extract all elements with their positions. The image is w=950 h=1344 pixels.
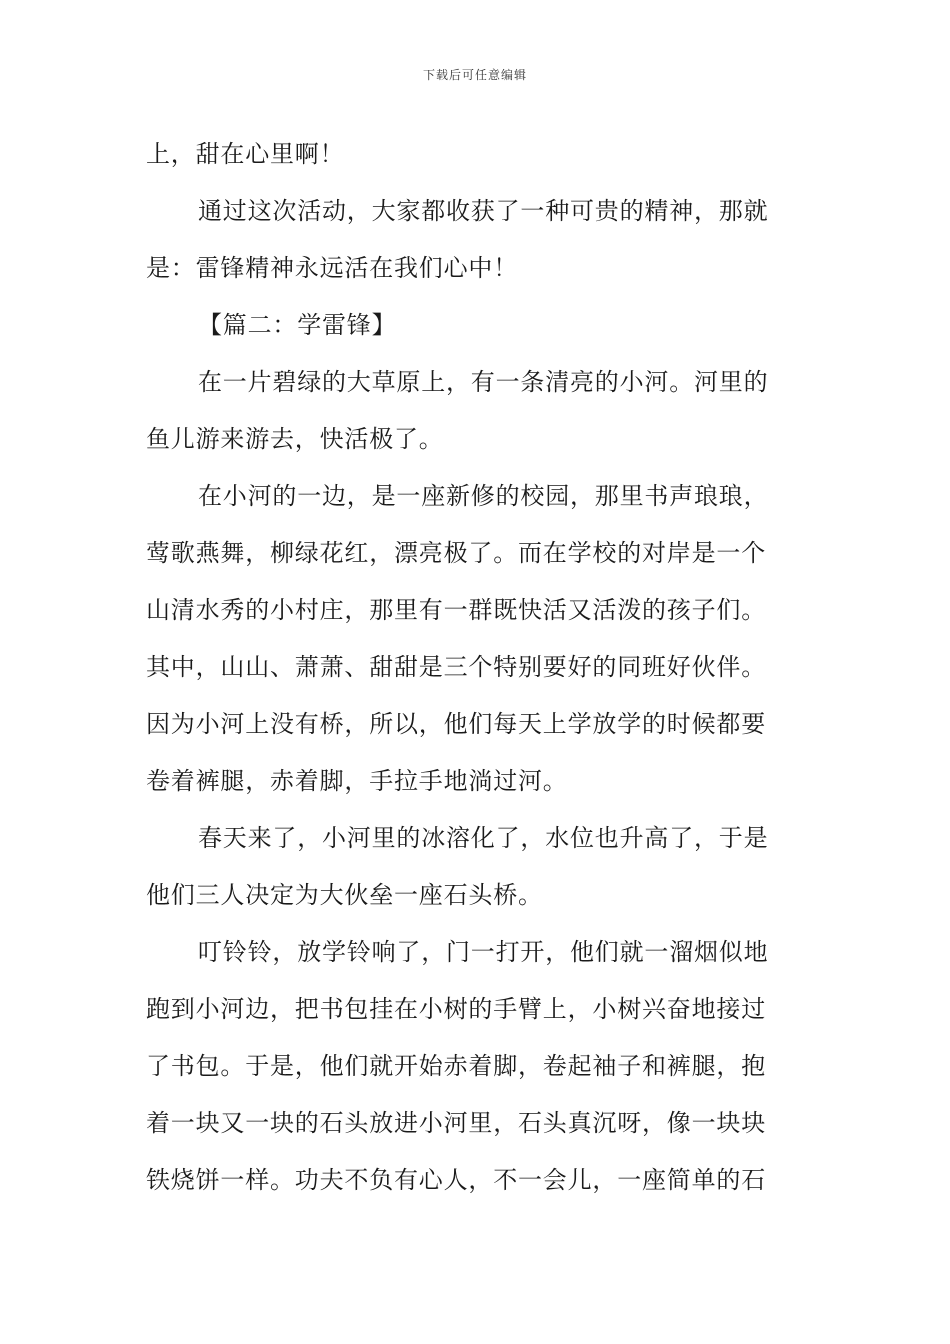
text-line: 因为小河上没有桥，所以，他们每天上学放学的时候都要 <box>146 710 766 738</box>
text-line: 春天来了，小河里的冰溶化了，水位也升高了，于是 <box>198 824 769 852</box>
text-line: 山清水秀的小村庄，那里有一群既快活又活泼的孩子们。 <box>146 596 766 624</box>
header-note: 下载后可任意编辑 <box>422 68 527 82</box>
section-heading: 【篇二：学雷锋】 <box>198 311 397 339</box>
text-line: 是：雷锋精神永远活在我们心中！ <box>146 254 518 282</box>
text-line: 鱼儿游来游去，快活极了。 <box>146 425 444 453</box>
text-line: 着一块又一块的石头放进小河里，石头真沉呀，像一块块 <box>146 1109 766 1137</box>
text-line: 了书包。于是，他们就开始赤着脚，卷起袖子和裤腿，抱 <box>146 1052 766 1080</box>
text-line: 叮铃铃，放学铃响了，门一打开，他们就一溜烟似地 <box>198 938 769 966</box>
text-line: 铁烧饼一样。功夫不负有心人，不一会儿，一座简单的石 <box>146 1166 766 1194</box>
text-line: 莺歌燕舞，柳绿花红，漂亮极了。而在学校的对岸是一个 <box>146 539 766 567</box>
document-body <box>146 131 806 1214</box>
text-line: 其中，山山、萧萧、甜甜是三个特别要好的同班好伙伴。 <box>146 653 766 681</box>
text-line: 卷着裤腿，赤着脚，手拉手地淌过河。 <box>146 767 568 795</box>
text-line: 他们三人决定为大伙垒一座石头桥。 <box>146 881 543 909</box>
text-line: 在小河的一边，是一座新修的校园，那里书声琅琅， <box>198 482 769 510</box>
text-line: 上，甜在心里啊！ <box>146 140 345 168</box>
text-line: 在一片碧绿的大草原上，有一条清亮的小河。河里的 <box>198 368 769 396</box>
text-line: 跑到小河边，把书包挂在小树的手臂上，小树兴奋地接过 <box>146 995 766 1023</box>
text-line: 通过这次活动，大家都收获了一种可贵的精神，那就 <box>198 197 769 225</box>
